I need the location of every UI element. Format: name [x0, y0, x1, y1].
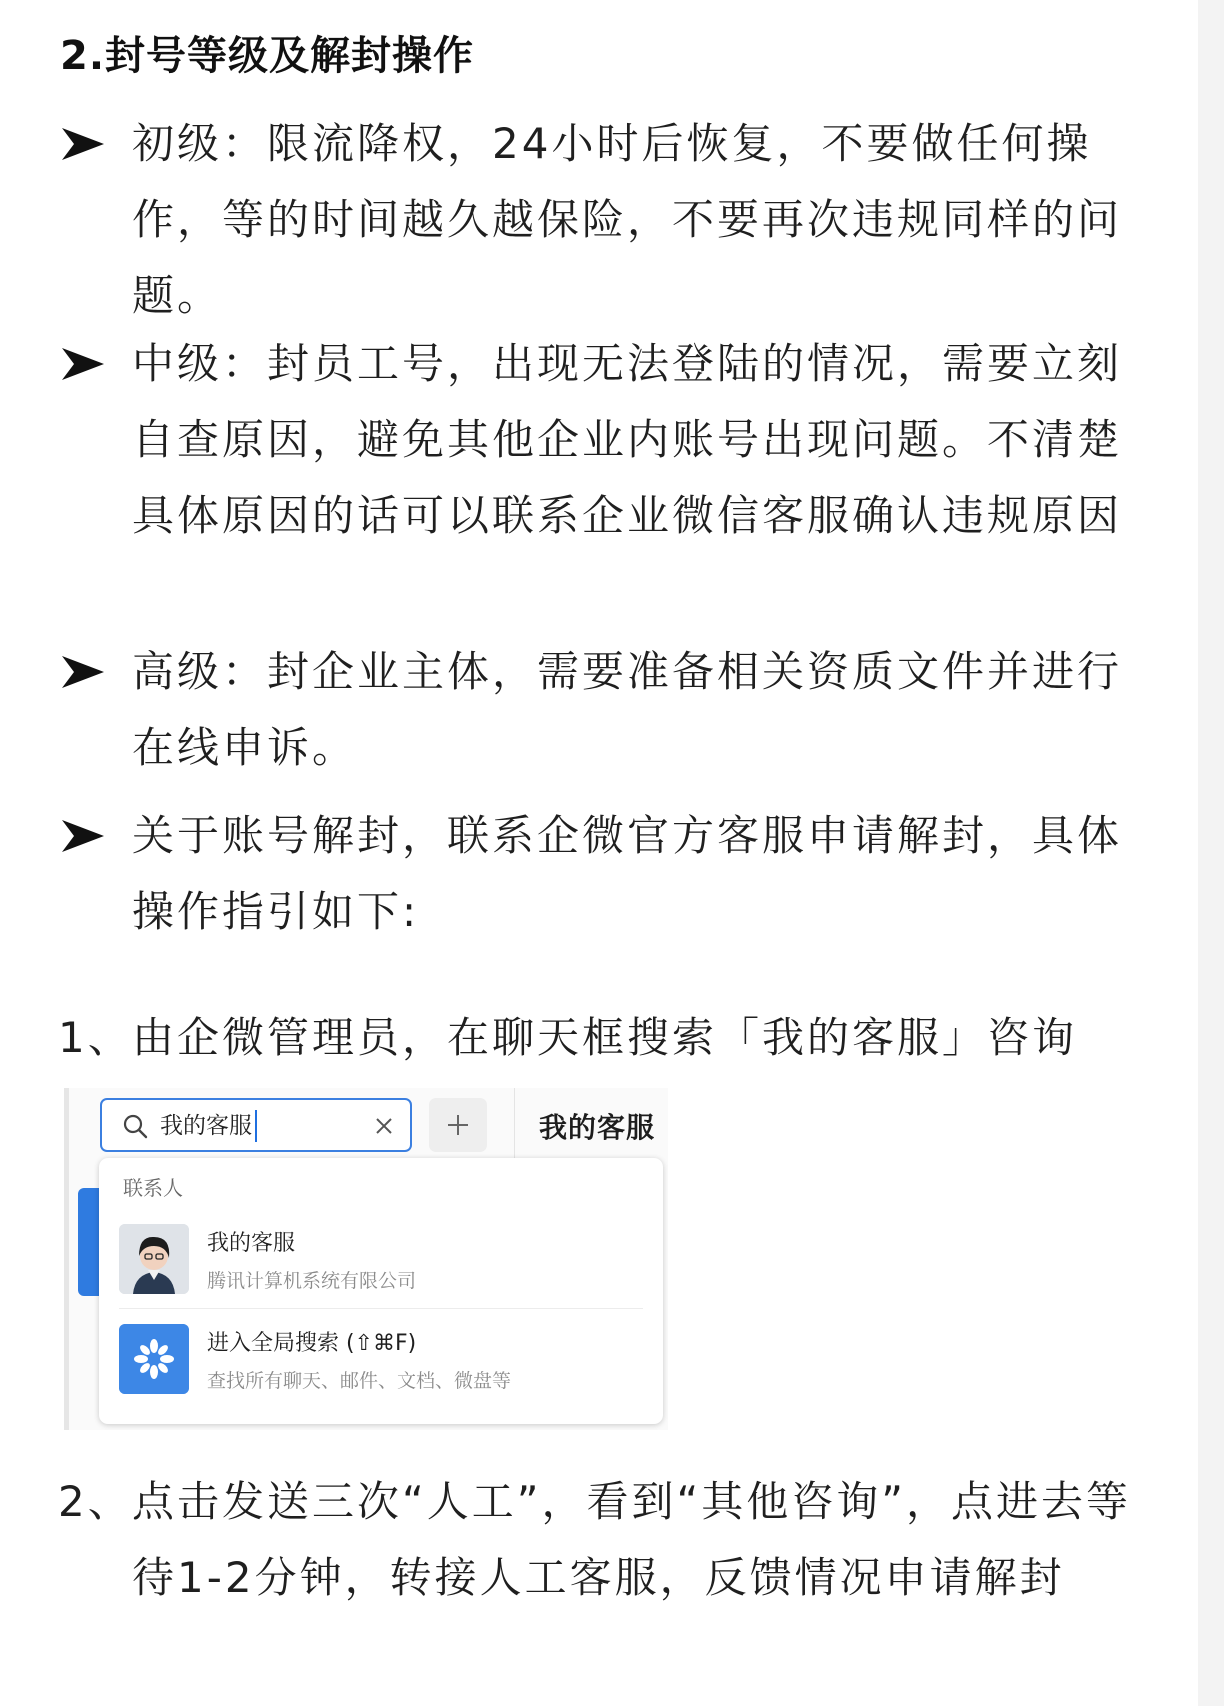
bullet-text: 中级：封员工号，出现无法登陆的情况，需要立刻自查原因，避免其他企业内账号出现问题。不清楚具体原因的话可以联系企业微信客服确认违规原因	[132, 339, 1123, 540]
bullet-level-medium	[58, 326, 1134, 554]
add-button[interactable]	[429, 1098, 487, 1152]
search-icon	[122, 1113, 148, 1139]
result-subtitle: 腾讯计算机系统有限公司	[207, 1270, 417, 1292]
result-subtitle: 查找所有聊天、邮件、文档、微盘等	[207, 1370, 512, 1392]
bullet-text: 高级：封企业主体，需要准备相关资质文件并进行在线申诉。	[132, 647, 1123, 772]
scrollbar-gutter[interactable]	[1198, 0, 1224, 1706]
avatar	[119, 1224, 189, 1294]
divider	[119, 1308, 643, 1309]
search-results-dropdown	[99, 1158, 663, 1424]
result-global-search[interactable]	[99, 1316, 663, 1408]
bullet-unban-guide	[58, 798, 1134, 950]
bullet-level-basic	[58, 106, 1134, 334]
arrowhead-bullet-icon	[58, 114, 108, 170]
pinwheel-icon	[119, 1324, 189, 1394]
plus-icon	[446, 1113, 470, 1137]
step-text: 点击发送三次“人工”，看到“其他咨询”，点进去等待1-2分钟，转接人工客服，反馈情况申请解封	[132, 1477, 1132, 1602]
bullet-level-advanced	[58, 634, 1134, 786]
arrowhead-bullet-icon	[58, 334, 108, 390]
search-input[interactable]	[100, 1098, 412, 1152]
step-1	[58, 1000, 1134, 1076]
section-label: 联系人	[123, 1176, 183, 1200]
bullet-text: 初级：限流降权，24小时后恢复，不要做任何操作，等的时间越久越保险，不要再次违规同样的问题。	[132, 119, 1123, 320]
page-heading: 2.封号等级及解封操作	[60, 33, 475, 79]
bullet-text: 关于账号解封，联系企微官方客服申请解封，具体操作指引如下:	[132, 811, 1123, 936]
search-value: 我的客服	[160, 1110, 257, 1142]
step-2	[58, 1464, 1134, 1616]
step-text: 由企微管理员，在聊天框搜索「我的客服」咨询	[132, 1013, 1078, 1062]
embedded-screenshot	[64, 1088, 668, 1430]
arrowhead-bullet-icon	[58, 806, 108, 862]
result-contact[interactable]	[99, 1216, 663, 1308]
result-title: 进入全局搜索 (⇧⌘F)	[207, 1331, 417, 1356]
window-edge	[64, 1088, 69, 1430]
close-icon[interactable]	[374, 1116, 394, 1136]
step-number: 2、	[58, 1477, 133, 1526]
result-title: 我的客服	[207, 1231, 296, 1256]
step-number: 1、	[58, 1013, 133, 1062]
chat-title: 我的客服	[539, 1111, 656, 1144]
arrowhead-bullet-icon	[58, 642, 108, 698]
